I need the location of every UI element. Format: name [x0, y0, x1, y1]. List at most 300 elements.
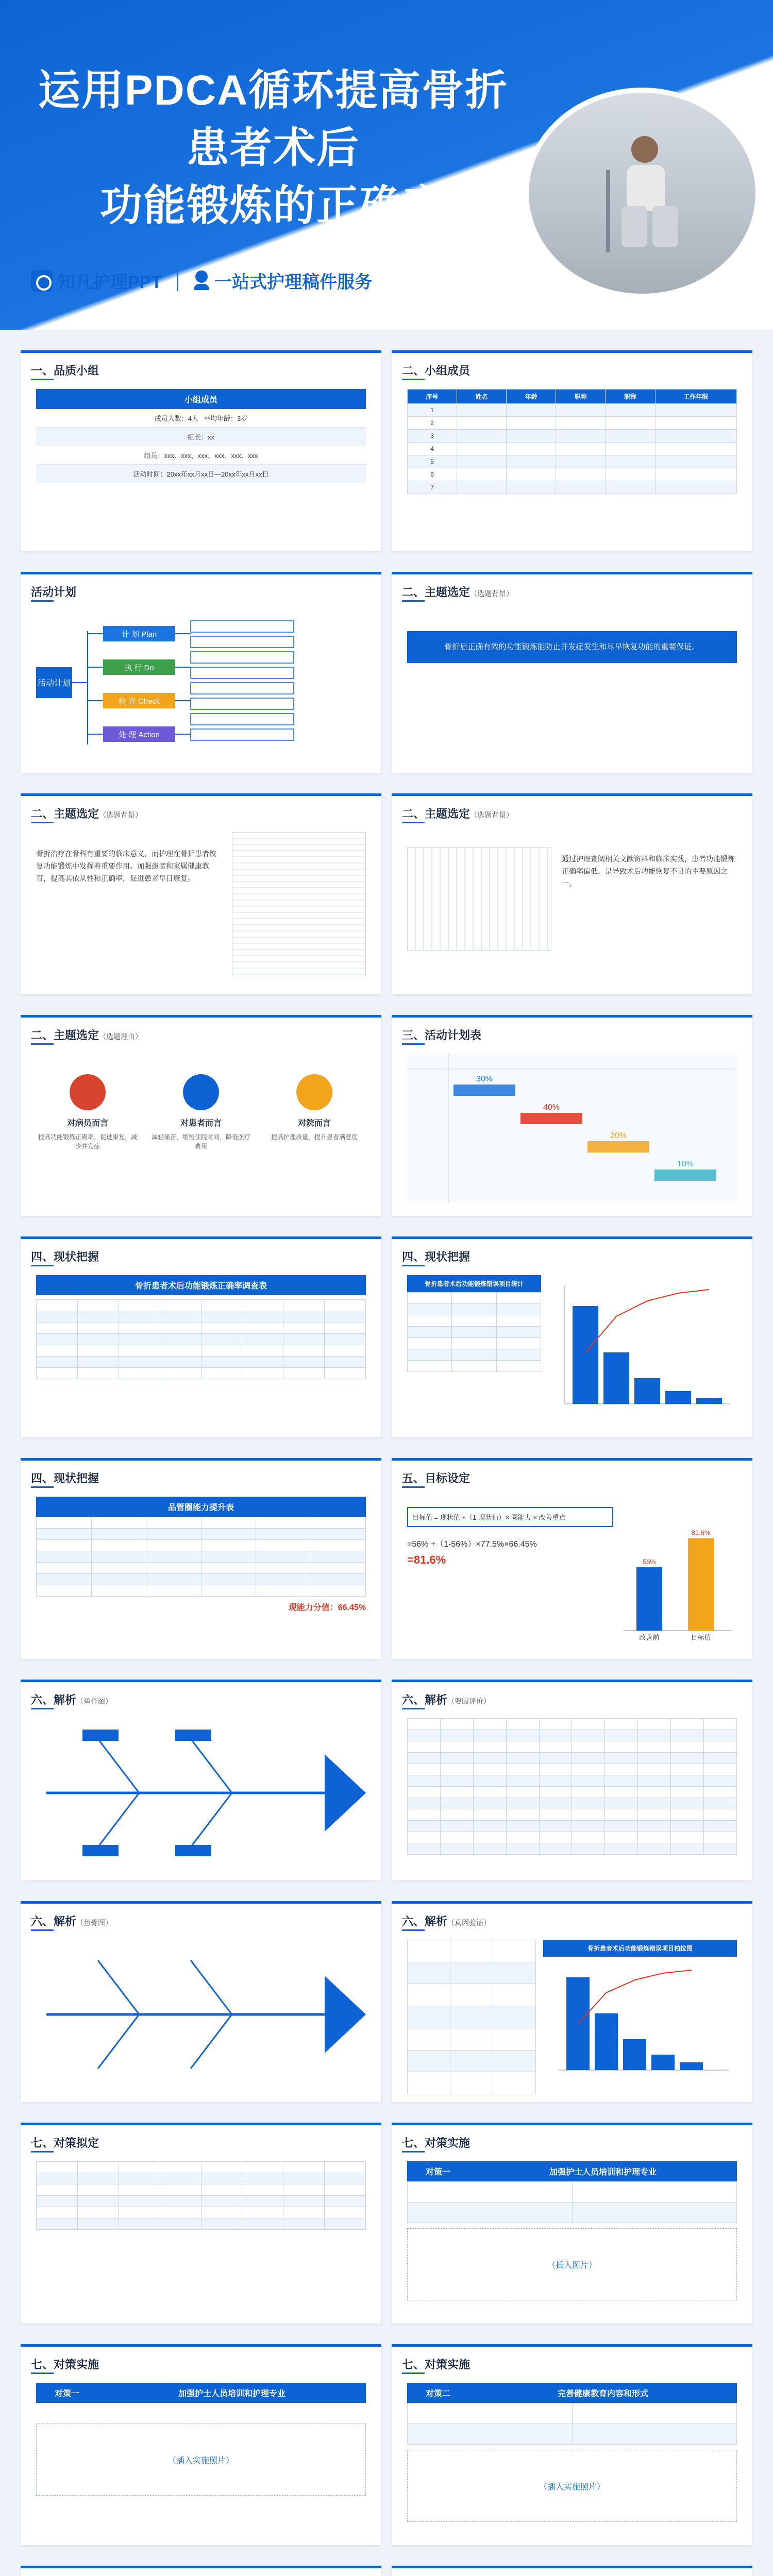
table-cell: [556, 455, 606, 468]
table-cell: [506, 1741, 539, 1753]
gantt-bar: [453, 1084, 515, 1096]
table-cell: [606, 481, 655, 494]
table-cell: [457, 443, 507, 455]
table-cell: [572, 1832, 605, 1843]
target-calc: =56% +（1-56%）×77.5%×66.45%: [407, 1540, 537, 1549]
table-cell: [408, 1719, 441, 1730]
team-info-list: [36, 409, 366, 483]
table-cell: [606, 404, 655, 417]
table-cell: [311, 1585, 366, 1597]
reason-columns: [36, 1074, 366, 1151]
table-cell: [408, 1764, 441, 1775]
table-cell: [572, 1809, 605, 1821]
table-cell: [37, 1334, 78, 1345]
table-cell: [605, 1719, 638, 1730]
table-cell: [506, 1719, 539, 1730]
table-cell: [77, 1300, 119, 1311]
table-cell: [408, 1809, 441, 1821]
slide-title: 一、品质小组: [31, 362, 99, 378]
table-cell: [37, 1585, 92, 1597]
table-cell: [450, 1962, 493, 1984]
table-cell: [457, 404, 507, 417]
table-cell: [473, 1764, 506, 1775]
slide-status-1: [21, 1236, 381, 1437]
slide-body: [407, 1718, 737, 1873]
table-row: [408, 1843, 737, 1855]
slide-title: 二、小组成员: [402, 362, 470, 378]
table-cell: [37, 2173, 78, 2184]
table-cell: [256, 1529, 311, 1540]
slide-topic-reasons: [21, 1015, 381, 1216]
table-cell: [506, 1821, 539, 1832]
slide-true-cause: [392, 1901, 752, 2102]
title-text: 六、解析: [31, 1693, 77, 1706]
table-cell: [325, 1368, 366, 1379]
table-cell: [539, 1753, 572, 1764]
table-cell: [671, 1764, 704, 1775]
table-cell: [201, 1334, 242, 1345]
table-cell: [325, 2218, 366, 2230]
table-cell: [325, 2207, 366, 2218]
table-row: [408, 1304, 541, 1315]
table-row: [37, 1300, 366, 1311]
reason-heading: 对病员而言: [66, 1119, 108, 1128]
bar-label: 目标值: [691, 1634, 711, 1641]
table-cell: [256, 1551, 311, 1563]
table-cell: [37, 2162, 78, 2173]
status-table: [36, 1299, 366, 1379]
table-cell: [539, 1809, 572, 1821]
title-text: 二、主题选定: [402, 807, 470, 820]
table-cell: 3: [408, 430, 457, 443]
table-cell: [311, 1551, 366, 1563]
table-cell: [496, 1338, 541, 1349]
table-cell: [671, 1787, 704, 1798]
table-cell: [506, 1798, 539, 1809]
table-row: [37, 1357, 366, 1368]
slide-title: [31, 1913, 112, 1929]
table-row: [37, 1529, 366, 1540]
slide-target: [392, 1458, 752, 1659]
table-cell: [496, 1361, 541, 1372]
team-info-row: [36, 446, 366, 465]
table-cell: [452, 1293, 496, 1304]
table-cell: [37, 2218, 78, 2230]
slide-body: [407, 1940, 737, 2094]
table-cell: [408, 1753, 441, 1764]
table-cell: [201, 1563, 256, 1574]
reason-text: 提高护理质量，提升患者满意度: [271, 1133, 358, 1141]
table-cell: [457, 417, 507, 430]
table-cell: [496, 1349, 541, 1361]
table-cell: [440, 1798, 473, 1809]
table-cell: [704, 1719, 737, 1730]
table-cell: [283, 1345, 325, 1357]
table-row: [37, 2207, 366, 2218]
table-cell: [572, 1775, 605, 1787]
table-cell: [605, 1787, 638, 1798]
table-cell: [325, 1300, 366, 1311]
table-cell: [242, 1311, 283, 1323]
table-cell: [283, 2173, 325, 2184]
team-info-row: [36, 409, 366, 428]
table-cell: [77, 2196, 119, 2207]
reason-heading: 对患者而言: [180, 1119, 222, 1128]
table-cell: [606, 468, 655, 481]
table-cell: [704, 1798, 737, 1809]
table-cell: [311, 1574, 366, 1585]
table-cell: [704, 1821, 737, 1832]
table-cell: [671, 1832, 704, 1843]
table-cell: [242, 1345, 283, 1357]
team-info-a: 组长：xx: [187, 433, 214, 441]
table-cell: [440, 1741, 473, 1753]
table-cell: [160, 2218, 201, 2230]
table-cell: [655, 455, 736, 468]
table-cell: [473, 1753, 506, 1764]
table-cell: [440, 1775, 473, 1787]
table-cell: [704, 1775, 737, 1787]
table-cell: [242, 1368, 283, 1379]
table-cell: [408, 1730, 441, 1741]
table-cell: [605, 1764, 638, 1775]
table-cell: [493, 1984, 536, 2006]
target-bar-chart: [613, 1497, 737, 1646]
slide-body: [36, 1054, 366, 1208]
table-cell: [507, 455, 556, 468]
table-cell: [606, 417, 655, 430]
table-cell: [408, 1787, 441, 1798]
table-cell: [572, 1843, 605, 1855]
table-cell: 4: [408, 443, 457, 455]
table-cell: [160, 1311, 201, 1323]
table-cell: [473, 1787, 506, 1798]
evaluation-table: [407, 1718, 737, 1855]
table-cell: [638, 1832, 671, 1843]
table-cell: [671, 1843, 704, 1855]
team-info-row: [36, 465, 366, 483]
table-cell: [638, 1809, 671, 1821]
fishbone-diagram: [36, 1940, 366, 2089]
table-cell: [440, 1753, 473, 1764]
slide-gantt: [392, 1015, 752, 1216]
table-cell: [242, 2196, 283, 2207]
table-row: [408, 1730, 737, 1741]
cm-label: 对策一: [54, 2389, 79, 2398]
title-sub: （要因评价）: [447, 1697, 491, 1705]
slide-body: [407, 2383, 737, 2537]
table-cell: [473, 1798, 506, 1809]
slide-body: [407, 2161, 737, 2316]
table-cell: [473, 1719, 506, 1730]
table-cell: [506, 1787, 539, 1798]
column-header: 年龄: [507, 389, 556, 404]
table-cell: [408, 1962, 450, 1984]
table-row: [408, 1787, 737, 1798]
table-cell: [539, 1787, 572, 1798]
table-cell: [160, 1334, 201, 1345]
table-cell: [242, 1323, 283, 1334]
table-cell: [572, 1741, 605, 1753]
status-banner: 骨折患者术后功能锻炼错误项目统计: [407, 1275, 541, 1292]
table-cell: [160, 1368, 201, 1379]
table-cell: [440, 1821, 473, 1832]
slide-implement-1: [392, 2123, 752, 2324]
table-cell: [440, 1719, 473, 1730]
table-cell: [37, 1300, 78, 1311]
table-cell: [572, 1730, 605, 1741]
table-row: [408, 1327, 541, 1338]
table-row: [408, 1775, 737, 1787]
table-row: [37, 1334, 366, 1345]
table-cell: [37, 2207, 78, 2218]
table-cell: [638, 1719, 671, 1730]
table-cell: [201, 2218, 242, 2230]
table-cell: [556, 481, 606, 494]
table-cell: [408, 2050, 450, 2072]
table-cell: [201, 1323, 242, 1334]
table-cell: [572, 1764, 605, 1775]
table-cell: [283, 1368, 325, 1379]
table-cell: [325, 1357, 366, 1368]
slide-members: [392, 350, 752, 551]
plan-side-label: 活动计划: [37, 679, 71, 688]
slide-title: 四、现状把握: [31, 1470, 99, 1486]
table-cell: [606, 443, 655, 455]
table-cell: [473, 1843, 506, 1855]
table-row: [408, 417, 737, 430]
table-cell: [325, 1323, 366, 1334]
table-cell: [77, 1311, 119, 1323]
cover: [0, 0, 773, 330]
table-cell: [119, 2207, 160, 2218]
table-cell: [325, 2196, 366, 2207]
table-cell: 2: [408, 417, 457, 430]
table-cell: [256, 1574, 311, 1585]
title-sub: （选题背景）: [470, 589, 514, 598]
table-cell: [283, 1334, 325, 1345]
table-cell: [539, 1730, 572, 1741]
table-cell: [325, 1334, 366, 1345]
slide-team: [21, 350, 381, 551]
title-sub: （鱼骨图）: [76, 1697, 113, 1705]
person-icon: [194, 270, 209, 291]
title-text: 二、主题选定: [402, 586, 470, 599]
table-cell: [408, 2028, 450, 2050]
table-cell: [638, 1730, 671, 1741]
team-banner: 小组成员: [36, 389, 366, 409]
table-cell: [256, 1517, 311, 1529]
table-cell: [507, 468, 556, 481]
table-cell: [704, 1741, 737, 1753]
table-row: [408, 1719, 737, 1730]
cm-head: 加强护士人员培训和护理专业: [549, 2168, 657, 2177]
slide-body: [36, 832, 366, 987]
table-cell: [556, 430, 606, 443]
table-cell: [283, 1311, 325, 1323]
table-cell: [408, 1775, 441, 1787]
team-info-row: [36, 428, 366, 446]
reason-column: [36, 1074, 139, 1151]
table-cell: 6: [408, 468, 457, 481]
reason-icon: [296, 1074, 332, 1110]
table-cell: [704, 1809, 737, 1821]
table-row: [408, 1821, 737, 1832]
photo-placeholder: （插入实施照片）: [407, 2450, 737, 2522]
slide-body: [407, 1275, 737, 1430]
table-cell: [506, 1730, 539, 1741]
table-cell: [408, 1832, 441, 1843]
table-cell: [119, 1311, 160, 1323]
table-cell: [704, 1753, 737, 1764]
table-cell: [408, 1361, 452, 1372]
table-cell: [37, 1345, 78, 1357]
title-sub: （鱼骨图）: [76, 1919, 113, 1927]
slide-body: [36, 1497, 366, 1651]
table-cell: [450, 2028, 493, 2050]
ability-banner: 品管圈能力提升表: [36, 1497, 366, 1517]
table-cell: [506, 1809, 539, 1821]
table-cell: [37, 1311, 78, 1323]
table-cell: [671, 1730, 704, 1741]
table-row: [37, 2173, 366, 2184]
table-cell: [119, 2196, 160, 2207]
cover-title-line1: 运用PDCA循环提高骨折患者术后: [38, 67, 509, 172]
ability-result: 现能力分值：66.45%: [288, 1603, 366, 1612]
target-formula: 目标值 = 现状值 +（1-现状值）× 圈能力 × 改善重点: [407, 1507, 613, 1527]
table-cell: [201, 1300, 242, 1311]
slide-implement-3: [392, 2344, 752, 2545]
topic-statement: 骨折后正确有效的功能锻炼能防止并发症发生和尽早恢复功能的重要保证。: [407, 631, 737, 663]
table-cell: [556, 417, 606, 430]
table-cell: [283, 1323, 325, 1334]
table-cell: [493, 1940, 536, 1962]
slide-body: [407, 1497, 737, 1651]
table-cell: [77, 2162, 119, 2173]
gantt-bar: [520, 1113, 582, 1124]
table-cell: [671, 1821, 704, 1832]
table-cell: [325, 1311, 366, 1323]
table-cell: [408, 1338, 452, 1349]
table-cell: [671, 1741, 704, 1753]
table-cell: [671, 1798, 704, 1809]
table-cell: [493, 2050, 536, 2072]
table-row: [408, 430, 737, 443]
table-cell: [605, 1741, 638, 1753]
slide-body: [36, 2383, 366, 2537]
table-row: [408, 1753, 737, 1764]
slide-body: [407, 389, 737, 544]
slide-body: [407, 832, 737, 987]
table-cell: [77, 1357, 119, 1368]
table-cell: [457, 430, 507, 443]
table-cell: [91, 1563, 146, 1574]
table-cell: [507, 430, 556, 443]
slide-title: [31, 1027, 142, 1043]
table-cell: [440, 1787, 473, 1798]
cause-table: [407, 1940, 536, 2094]
table-cell: [311, 1540, 366, 1551]
table-cell: [283, 1357, 325, 1368]
title-sub: （选题背景）: [470, 811, 514, 819]
table-cell: [160, 2207, 201, 2218]
target-value: =81.6%: [407, 1553, 446, 1566]
table-cell: [160, 2184, 201, 2196]
table-cell: [408, 1798, 441, 1809]
table-cell: [242, 1334, 283, 1345]
bar: [636, 1567, 662, 1631]
table-cell: [201, 1574, 256, 1585]
table-cell: [201, 1529, 256, 1540]
table-cell: [146, 1563, 201, 1574]
table-cell: [605, 1809, 638, 1821]
slide-title: [31, 805, 142, 821]
table-cell: [311, 1517, 366, 1529]
slide-body: [36, 1940, 366, 2094]
table-cell: [408, 2006, 450, 2028]
phase-label: 检 查 Check: [118, 697, 160, 706]
slide-title: 三、活动计划表: [402, 1027, 481, 1043]
slide-body: [36, 389, 366, 544]
table-cell: [119, 1334, 160, 1345]
table-cell: [473, 1809, 506, 1821]
table-cell: [638, 1775, 671, 1787]
table-cell: [160, 1357, 201, 1368]
table-cell: [496, 1315, 541, 1327]
table-cell: [638, 1764, 671, 1775]
table-cell: [201, 2196, 242, 2207]
table-cell: [450, 1984, 493, 2006]
table-cell: [450, 2050, 493, 2072]
column-header: 工作年限: [655, 389, 736, 404]
table-cell: [655, 430, 736, 443]
slide-plan: [21, 572, 381, 773]
gantt-pct: 40%: [543, 1103, 560, 1112]
table-cell: [119, 2218, 160, 2230]
table-row: [37, 2162, 366, 2173]
table-cell: [440, 1832, 473, 1843]
table-row: [37, 2218, 366, 2230]
slide-title: [402, 1913, 491, 1929]
table-row: [37, 1323, 366, 1334]
table-cell: [440, 1764, 473, 1775]
table-cell: [201, 1517, 256, 1529]
table-cell: [440, 1730, 473, 1741]
table-cell: [606, 455, 655, 468]
status-banner: 骨折患者术后功能锻炼正确率调查表: [36, 1275, 366, 1295]
cm-head: 完善健康教育内容和形式: [557, 2389, 648, 2398]
slide-title: 七、对策实施: [402, 2134, 470, 2150]
bar-value: 81.6%: [691, 1529, 711, 1537]
table-row: [408, 443, 737, 455]
table-cell: [160, 1323, 201, 1334]
table-cell: [473, 1832, 506, 1843]
table-cell: [201, 1540, 256, 1551]
table-cell: [91, 1540, 146, 1551]
table-cell: [506, 1843, 539, 1855]
title-text: 六、解析: [402, 1693, 448, 1706]
table-cell: [539, 1775, 572, 1787]
table-cell: [493, 2072, 536, 2094]
table-cell: [473, 1741, 506, 1753]
fishbone-diagram: [36, 1718, 366, 1868]
cm-detail-table: [407, 2403, 737, 2445]
table-cell: [119, 1323, 160, 1334]
table-cell: [146, 1585, 201, 1597]
table-cell: [91, 1517, 146, 1529]
table-cell: [605, 1753, 638, 1764]
bar: [688, 1538, 714, 1631]
